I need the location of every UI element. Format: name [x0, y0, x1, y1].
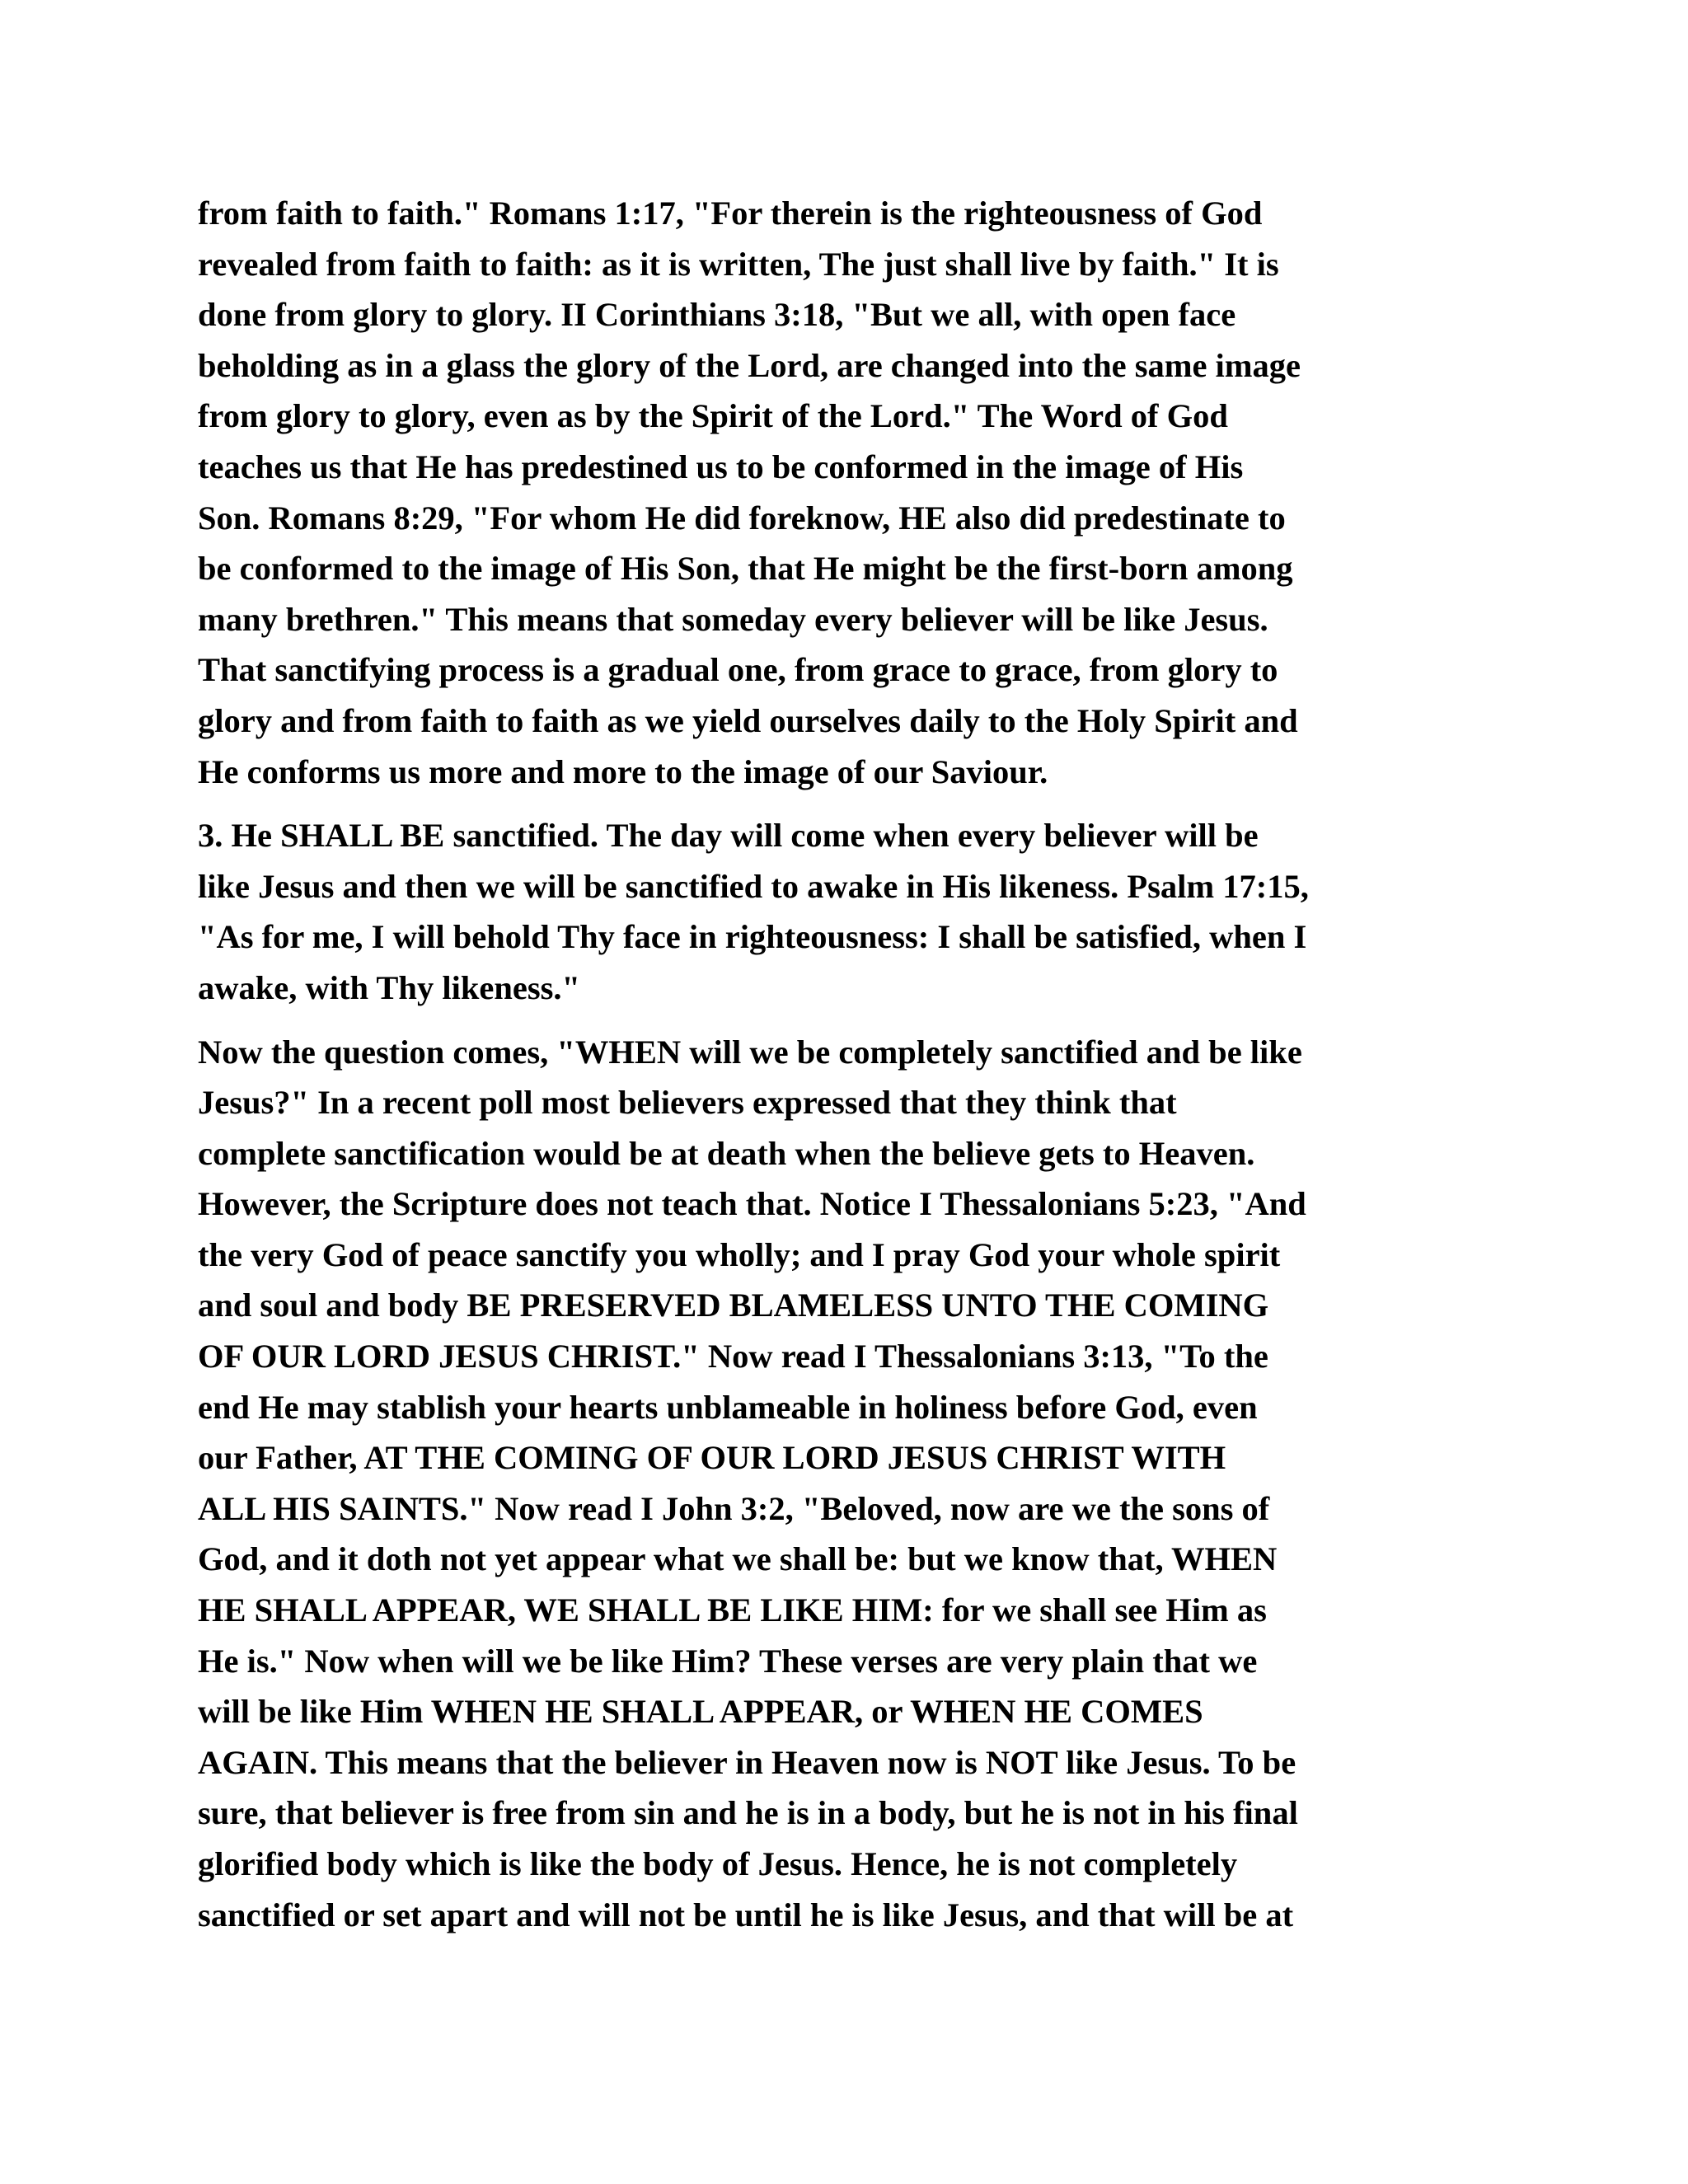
- paragraph-1: [198, 188, 1484, 797]
- body-text: [198, 188, 1484, 1940]
- text-line: sanctified or set apart and will not be until he is like Jesus, and that will be at: [198, 1896, 1294, 1933]
- text-line: many brethren." This means that someday every believer will be like Jesus.: [198, 600, 1268, 638]
- text-line: done from glory to glory. II Corinthians 3:18, "But we all, with open face: [198, 296, 1236, 334]
- text-line: complete sanctification would be at death when the believe gets to Heaven.: [198, 1134, 1255, 1172]
- text-line: end He may stablish your hearts unblameable in holiness before God, even: [198, 1388, 1258, 1426]
- paragraph-spacer: [198, 1014, 1484, 1027]
- text-line: and soul and body BE PRESERVED BLAMELESS UNTO THE COMING: [198, 1286, 1269, 1324]
- paragraph-2: [198, 810, 1484, 1013]
- text-line: from faith to faith." Romans 1:17, "For therein is the righteousness of God: [198, 194, 1263, 232]
- text-line: AGAIN. This means that the believer in Heaven now is NOT like Jesus. To be: [198, 1743, 1296, 1781]
- text-line: He conforms us more and more to the image of our Saviour.: [198, 752, 1048, 790]
- text-line: awake, with Thy likeness.": [198, 968, 580, 1006]
- text-line: teaches us that He has predestined us to be conformed in the image of His: [198, 448, 1244, 485]
- text-line: "As for me, I will behold Thy face in righteousness: I shall be satisfied, when I: [198, 918, 1307, 956]
- text-line: our Father, AT THE COMING OF OUR LORD JESUS CHRIST WITH: [198, 1439, 1226, 1477]
- text-line: Son. Romans 8:29, "For whom He did foreknow, HE also did predestinate to: [198, 499, 1286, 537]
- paragraph-spacer: [198, 797, 1484, 810]
- text-line: will be like Him WHEN HE SHALL APPEAR, or WHEN HE COMES: [198, 1693, 1203, 1731]
- text-line: ALL HIS SAINTS." Now read I John 3:2, "Beloved, now are we the sons of: [198, 1489, 1270, 1527]
- text-line: be conformed to the image of His Son, that He might be the first-born among: [198, 550, 1293, 588]
- text-line: glorified body which is like the body of Jesus. Hence, he is not completely: [198, 1845, 1238, 1882]
- text-line: God, and it doth not yet appear what we shall be: but we know that, WHEN: [198, 1540, 1278, 1578]
- text-line: That sanctifying process is a gradual one, from grace to grace, from glory to: [198, 651, 1278, 689]
- text-line: Now the question comes, "WHEN will we be completely sanctified and be like: [198, 1033, 1302, 1071]
- text-line: revealed from faith to faith: as it is written, The just shall live by faith." It is: [198, 245, 1279, 283]
- text-line: from glory to glory, even as by the Spirit of the Lord." The Word of God: [198, 397, 1228, 435]
- paragraph-3: [198, 1027, 1484, 1941]
- text-line: the very God of peace sanctify you wholly; and I pray God your whole spirit: [198, 1235, 1281, 1273]
- text-line: sure, that believer is free from sin and he is in a body, but he is not in his final: [198, 1794, 1298, 1832]
- text-line: However, the Scripture does not teach that. Notice I Thessalonians 5:23, "And: [198, 1185, 1306, 1223]
- text-line: HE SHALL APPEAR, WE SHALL BE LIKE HIM: for we shall see Him as: [198, 1591, 1267, 1629]
- text-line: Jesus?" In a recent poll most believers expressed that they think that: [198, 1084, 1177, 1122]
- text-line: beholding as in a glass the glory of the Lord, are changed into the same image: [198, 346, 1301, 384]
- text-line: glory and from faith to faith as we yield ourselves daily to the Holy Spirit and: [198, 701, 1298, 739]
- text-line: OF OUR LORD JESUS CHRIST." Now read I Thessalonians 3:13, "To the: [198, 1338, 1268, 1376]
- text-line: 3. He SHALL BE sanctified. The day will come when every believer will be: [198, 817, 1259, 855]
- text-line: He is." Now when will we be like Him? These verses are very plain that we: [198, 1642, 1258, 1680]
- text-line: like Jesus and then we will be sanctified to awake in His likeness. Psalm 17:15,: [198, 867, 1309, 905]
